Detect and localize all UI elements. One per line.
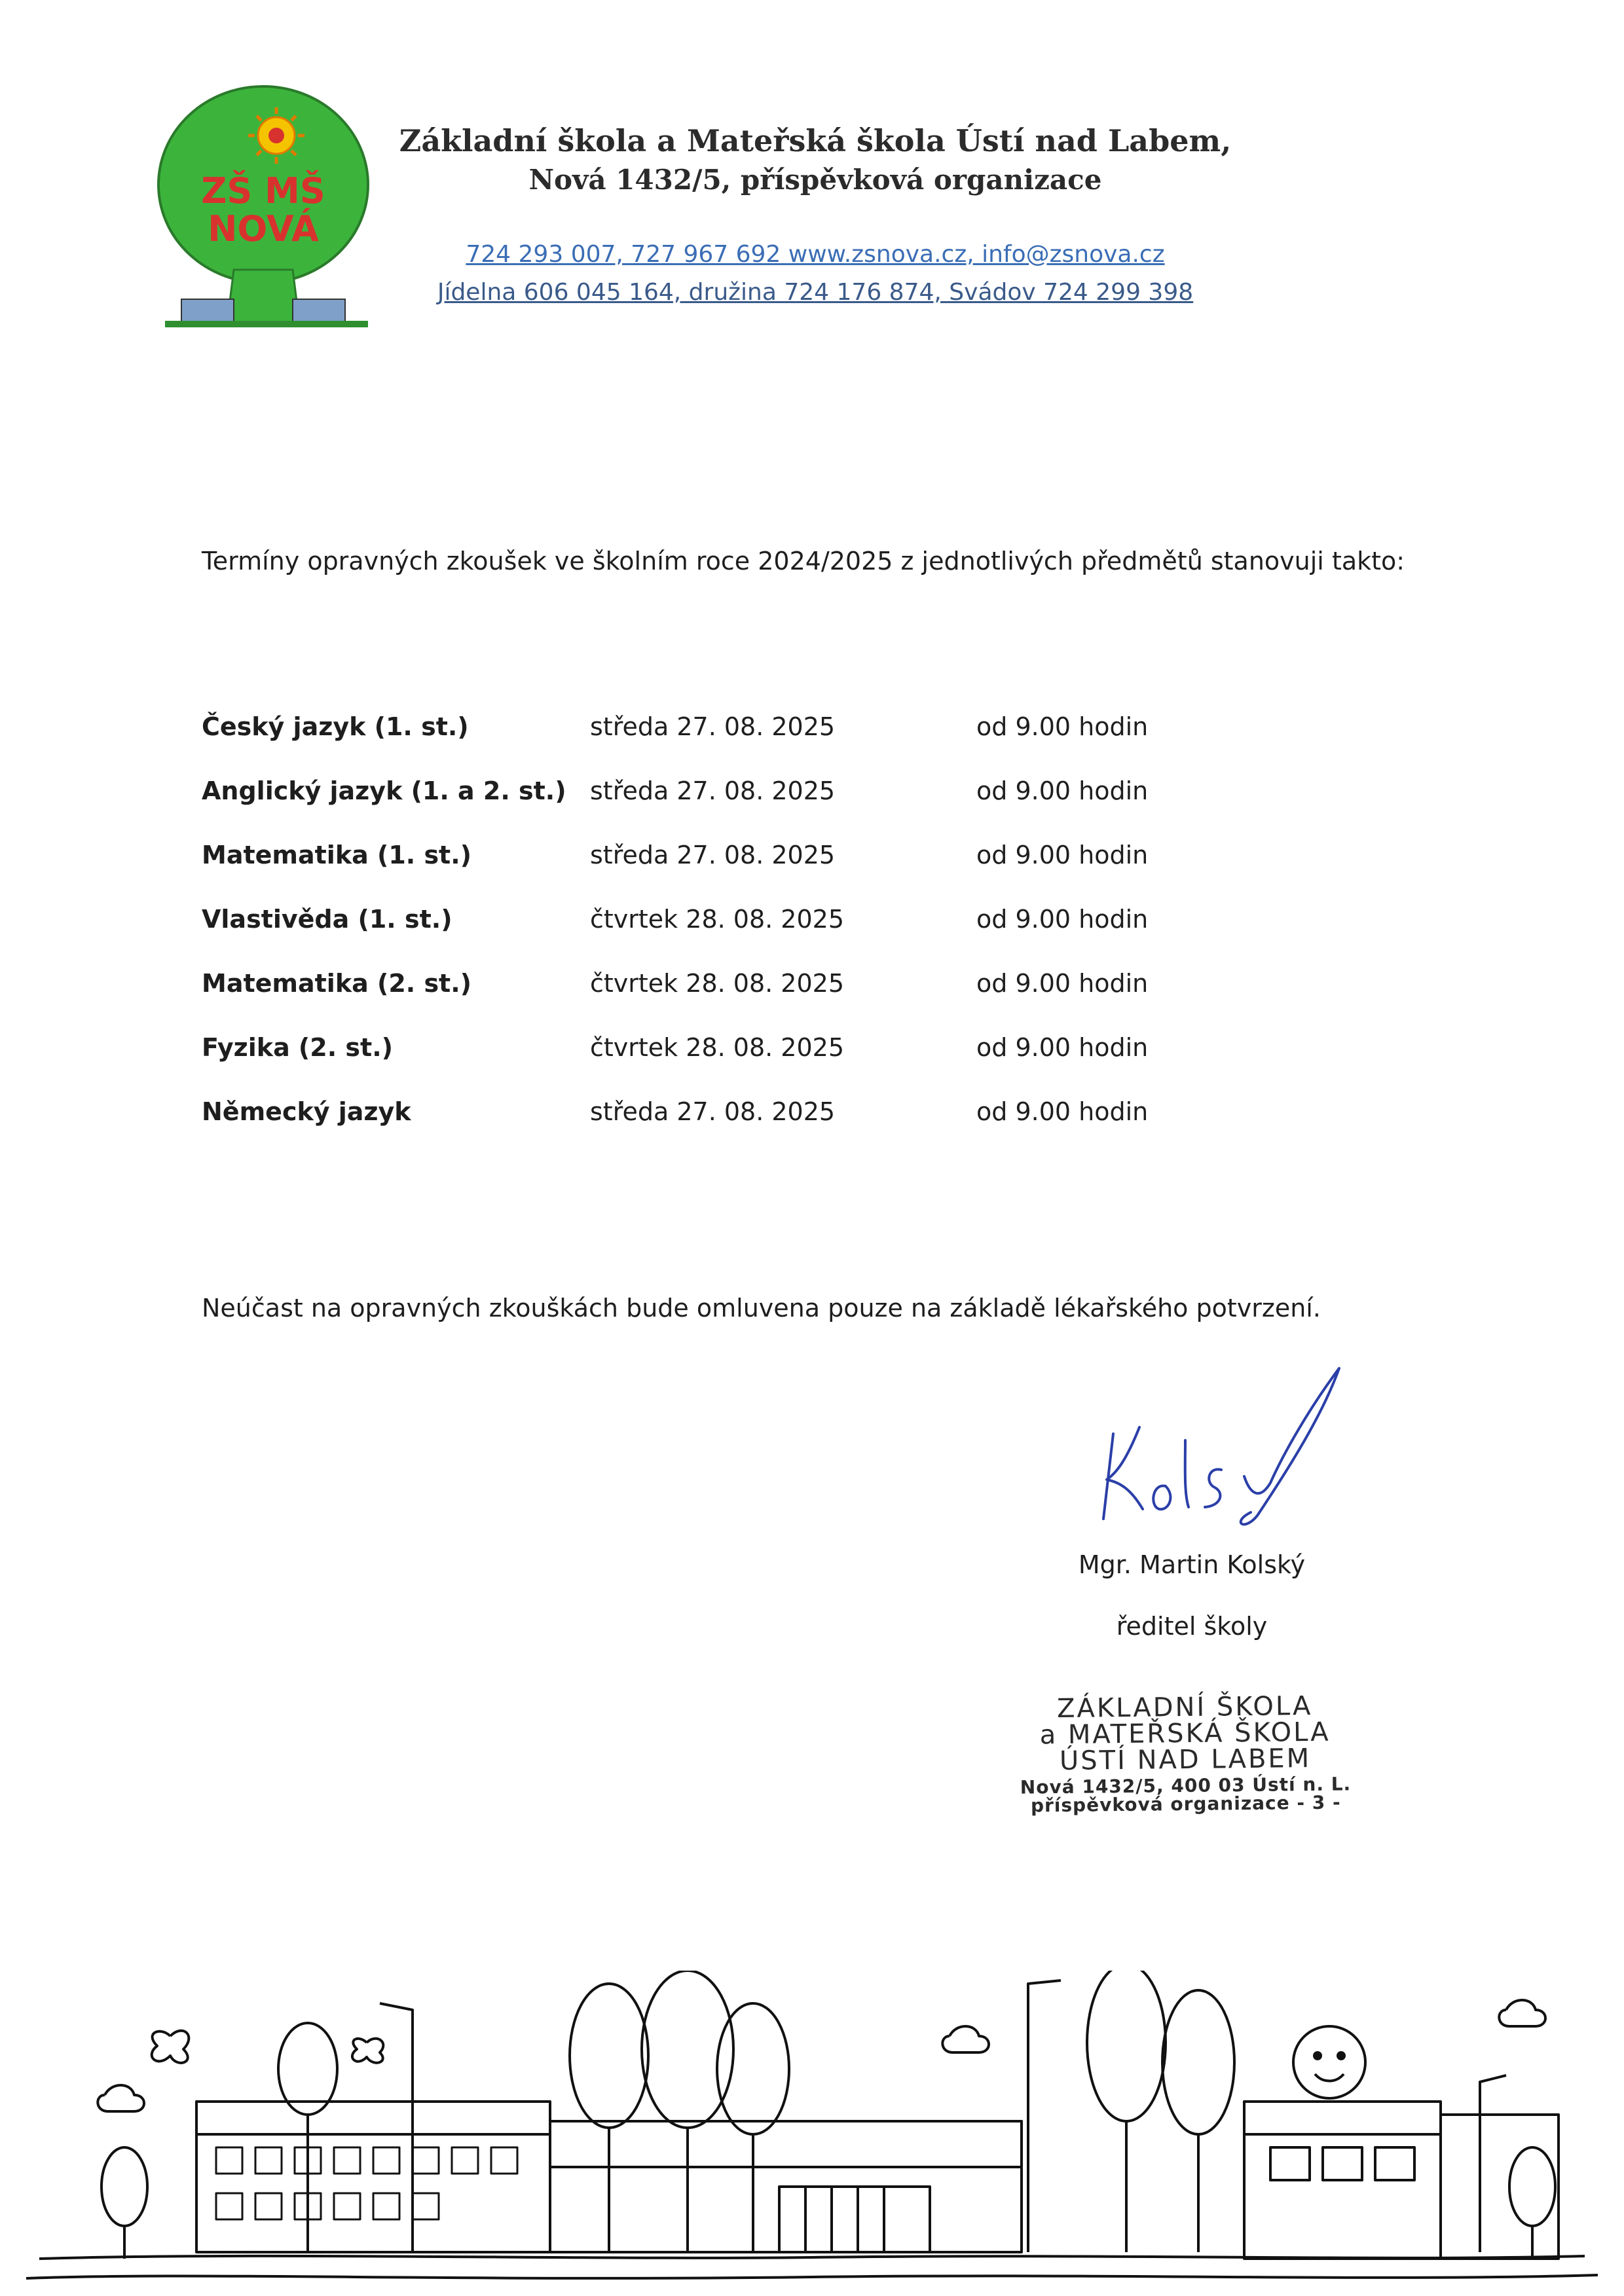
schedule-date: středa 27. 08. 2025 xyxy=(590,1097,836,1126)
logo-text-line1: ZŠ MŠ xyxy=(201,170,325,211)
intro-paragraph: Termíny opravných zkoušek ve školním roce 2024/2025 z jednotlivých předmětů stanovuji takto: xyxy=(202,547,1405,575)
stamp-line-4: Nová 1432/5, 400 03 Ústí n. L. xyxy=(1020,1773,1352,1798)
schedule-time: od 9.00 hodin xyxy=(976,776,1149,805)
schedule-row xyxy=(202,1033,1315,1097)
schedule-row xyxy=(202,776,1315,841)
exam-schedule xyxy=(202,712,1315,1161)
schedule-subject: Český jazyk (1. st.) xyxy=(202,712,469,741)
schedule-date: čtvrtek 28. 08. 2025 xyxy=(590,1033,844,1062)
logo-text-line2: NOVÁ xyxy=(208,208,319,249)
schedule-date: středa 27. 08. 2025 xyxy=(590,712,836,741)
schedule-row xyxy=(202,905,1315,969)
street-illustration xyxy=(0,1971,1624,2296)
schedule-date: středa 27. 08. 2025 xyxy=(590,776,836,805)
signer-role: ředitel školy xyxy=(1116,1612,1268,1641)
schedule-subject: Anglický jazyk (1. a 2. st.) xyxy=(202,776,566,805)
schedule-subject: Německý jazyk xyxy=(202,1097,411,1126)
contact-line-1[interactable]: 724 293 007, 727 967 692 www.zsnova.cz, info@zsnova.cz xyxy=(466,241,1165,268)
schedule-row xyxy=(202,841,1315,905)
org-name-line2: Nová 1432/5, příspěvková organizace xyxy=(528,164,1102,196)
stamp-line-2: a MATEŘSKÁ ŠKOLA xyxy=(1039,1717,1331,1751)
schedule-time: od 9.00 hodin xyxy=(976,712,1149,741)
absence-note: Neúčast na opravných zkouškách bude omluvena pouze na základě lékařského potvrzení. xyxy=(202,1294,1321,1322)
org-name-line1: Základní škola a Mateřská škola Ústí nad Labem, xyxy=(399,123,1232,158)
schedule-row xyxy=(202,712,1315,776)
schedule-time: od 9.00 hodin xyxy=(976,841,1149,869)
schedule-subject: Vlastivěda (1. st.) xyxy=(202,905,452,934)
schedule-time: od 9.00 hodin xyxy=(976,969,1149,998)
schedule-time: od 9.00 hodin xyxy=(976,905,1149,934)
schedule-row xyxy=(202,969,1315,1033)
schedule-time: od 9.00 hodin xyxy=(976,1033,1149,1062)
signer-name: Mgr. Martin Kolský xyxy=(1078,1550,1306,1579)
schedule-date: středa 27. 08. 2025 xyxy=(590,841,836,869)
schedule-subject: Fyzika (2. st.) xyxy=(202,1033,393,1062)
stamp-line-5: příspěvková organizace - 3 - xyxy=(1030,1791,1341,1817)
schedule-time: od 9.00 hodin xyxy=(976,1097,1149,1126)
school-logo xyxy=(152,73,375,335)
stamp-line-3: ÚSTÍ NAD LABEM xyxy=(1059,1743,1312,1777)
schedule-subject: Matematika (1. st.) xyxy=(202,841,472,869)
schedule-subject: Matematika (2. st.) xyxy=(202,969,472,998)
schedule-row xyxy=(202,1097,1315,1161)
contact-line-2: Jídelna 606 045 164, družina 724 176 874, Svádov 724 299 398 xyxy=(437,279,1194,306)
schedule-date: čtvrtek 28. 08. 2025 xyxy=(590,905,844,934)
handwritten-signature xyxy=(1087,1355,1388,1532)
schedule-date: čtvrtek 28. 08. 2025 xyxy=(590,969,844,998)
stamp-line-1: ZÁKLADNÍ ŠKOLA xyxy=(1056,1690,1313,1724)
school-stamp xyxy=(1001,1692,1369,1815)
